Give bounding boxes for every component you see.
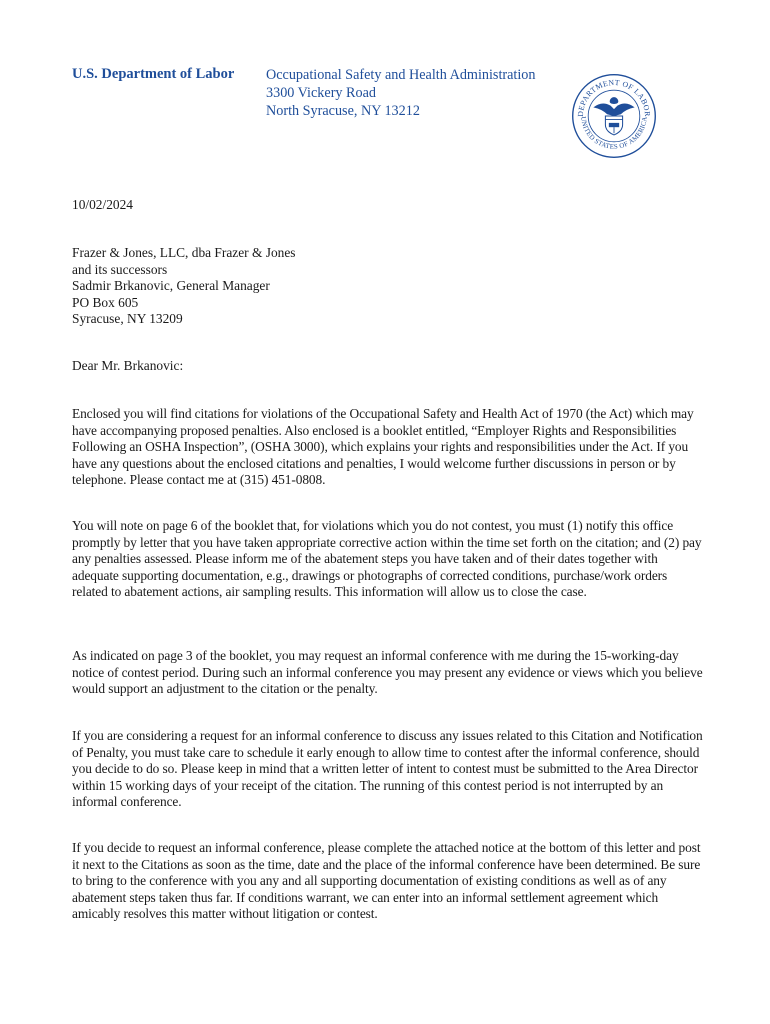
letter-date: 10/02/2024 bbox=[72, 197, 134, 212]
recipient-company: Frazer & Jones, LLC, dba Frazer & Jones bbox=[72, 245, 296, 260]
recipient-city: Syracuse, NY 13209 bbox=[72, 311, 183, 326]
salutation: Dear Mr. Brkanovic: bbox=[72, 358, 184, 373]
department-name: U.S. Department of Labor bbox=[72, 66, 235, 82]
agency-name: Occupational Safety and Health Administration bbox=[266, 67, 536, 83]
paragraph-request-conference: If you decide to request an informal conference, please complete the attached notice at the bottom of this letter and post it next to the Citations as soon as the time, date and the place of the informal conference have been determined. Be sure to bring to the conference with you any and all supporting documentation of existing conditions as well as of any abatement steps taken thus far. If conditions warrant, we can enter into an informal settlement agreement which amicably resolves this matter without litigation or contest. bbox=[72, 840, 701, 922]
agency-address-block bbox=[266, 66, 536, 120]
department-of-labor-seal-icon bbox=[571, 73, 657, 159]
recipient-po-box: PO Box 605 bbox=[72, 294, 139, 310]
recipient-successors: and its successors bbox=[72, 261, 168, 277]
svg-text:UNITED STATES OF AMERICA: UNITED STATES OF AMERICA bbox=[579, 116, 649, 151]
recipient-address bbox=[72, 245, 296, 328]
svg-text:DEPARTMENT OF LABOR: DEPARTMENT OF LABOR bbox=[575, 77, 653, 118]
paragraph-contest-timing: If you are considering a request for an informal conference to discuss any issues related to this Citation and Notification of Penalty, you must take care to schedule it early enough to allow time to contest after the informal conference, should you decide to do so. Please keep in mind that a written letter of intent to contest must be submitted to the Area Director within 15 working days of your receipt of the citation. The running of this contest period is not interrupted by an informal conference. bbox=[72, 728, 703, 810]
paragraph-informal-conference: As indicated on page 3 of the booklet, you may request an informal conference with me during the 15-working-day notice of contest period. During such an informal conference you may present any evidence or views which you believe would support an adjustment to the citation or the penalty. bbox=[72, 648, 703, 697]
agency-city: North Syracuse, NY 13212 bbox=[266, 103, 420, 119]
paragraph-uncontested-violations: You will note on page 6 of the booklet that, for violations which you do not contest, you must (1) notify this office promptly by letter that you have taken appropriate corrective action within the time set forth on the citation; and (2) pay any penalties assessed. Please inform me of the abatement steps you have taken and of their dates together with adequate supporting documentation, e.g., drawings or photographs of corrected conditions, purchase/work orders related to abatement actions, air sampling results. This information will allow us to close the case. bbox=[72, 518, 702, 600]
paragraph-enclosed-citations: Enclosed you will find citations for violations of the Occupational Safety and Health Act of 1970 (the Act) which may have accompanying proposed penalties. Also enclosed is a booklet entitled, “Employer Rights and Responsibilities Following an OSHA Inspection”, (OSHA 3000), which explains your rights and responsibilities under the Act. If you have any questions about the enclosed citations and penalties, I would welcome further discussions in person or by telephone. Please contact me at (315) 451-0808. bbox=[72, 406, 694, 488]
agency-street: 3300 Vickery Road bbox=[266, 85, 377, 101]
recipient-contact: Sadmir Brkanovic, General Manager bbox=[72, 278, 270, 293]
